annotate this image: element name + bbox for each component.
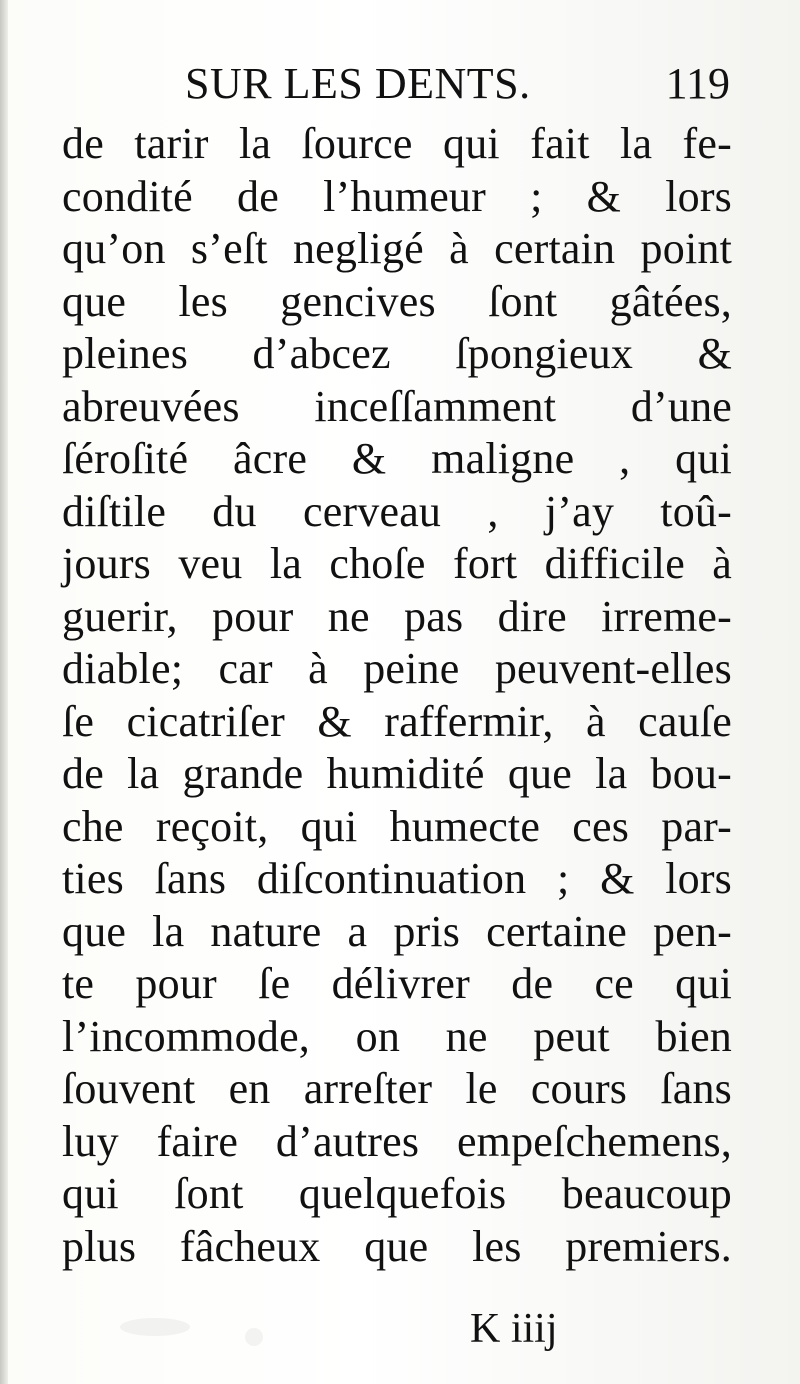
text-line: ties ſans diſcontinuation ; & lors <box>62 854 732 903</box>
text-line: diable; car à peine peuvent-elles <box>62 644 732 693</box>
text-line: qu’on s’eſt negligé à certain point <box>62 224 732 273</box>
text-line: guerir, pour ne pas dire irreme- <box>62 591 732 641</box>
text-line: plus fâcheux que les premiers. <box>62 1221 732 1271</box>
page-stain <box>120 1318 190 1336</box>
text-line: qui ſont quelquefois beaucoup <box>62 1169 732 1218</box>
text-line: pleines d’abcez ſpongieux & <box>62 329 732 378</box>
text-line: ſéroſité âcre & maligne , qui <box>62 434 732 483</box>
text-line: luy faire d’autres empeſchemens, <box>62 1116 732 1166</box>
page-edge <box>0 0 8 1384</box>
text-line: l’incommode, on ne peut bien <box>62 1011 732 1061</box>
text-line: te pour ſe délivrer de ce qui <box>62 959 732 1008</box>
running-header <box>185 58 730 116</box>
text-line: de tarir la ſource qui fait la fe- <box>62 119 732 168</box>
text-line: condité de l’humeur ; & lors <box>62 171 732 221</box>
text-line: ſe cicatriſer & raffermir, à cauſe <box>62 696 732 746</box>
text-line: que la nature a pris certaine pen- <box>62 906 732 956</box>
body-text <box>62 118 732 1298</box>
text-line: abreuvées inceſſamment d’une <box>62 381 732 431</box>
text-line: diſtile du cerveau , j’ay toû- <box>62 486 732 536</box>
text-line: que les gencives ſont gâtées, <box>62 276 732 326</box>
text-line: de la grande humidité que la bou- <box>62 749 732 798</box>
page-number: 119 <box>665 59 730 108</box>
header-title: SUR LES DENTS. <box>185 59 531 108</box>
text-line: ſouvent en arreſter le cours ſans <box>62 1064 732 1113</box>
text-line: che reçoit, qui humecte ces par- <box>62 801 732 851</box>
signature-mark: K iiij <box>470 1306 558 1352</box>
page-stain <box>245 1328 263 1346</box>
text-line: jours veu la choſe fort difficile à <box>62 539 732 588</box>
